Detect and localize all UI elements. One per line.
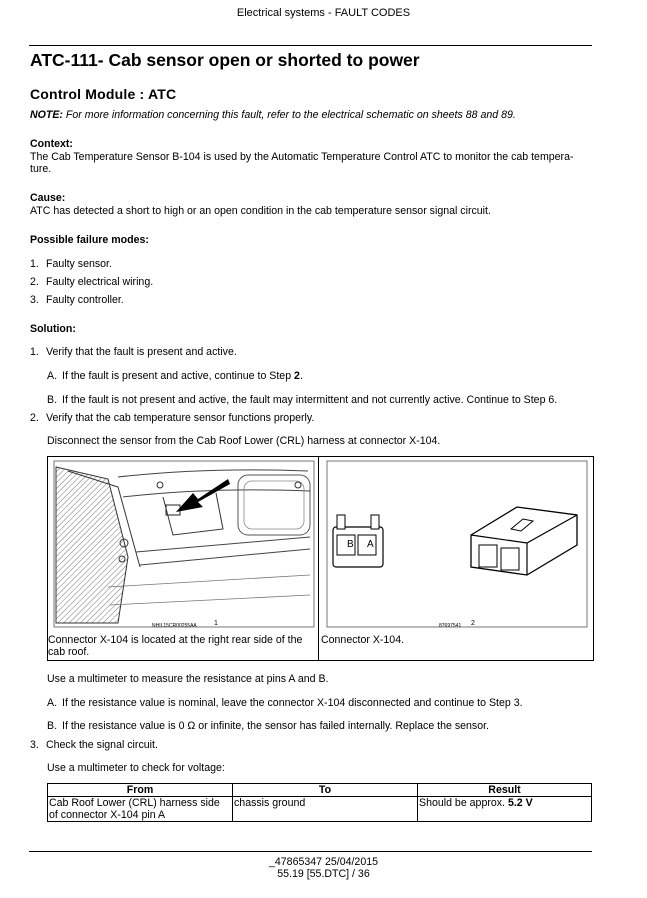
step-3: 3. Check the signal circuit. <box>30 739 158 751</box>
figure-1 <box>47 456 319 634</box>
column-header-from: From <box>48 784 233 797</box>
note <box>30 109 516 121</box>
figure-2-caption: Connector X-104. <box>321 634 405 646</box>
list-item: 3. Faulty controller. <box>30 294 124 306</box>
step-1-option-a: A. If the fault is present and active, continue to Step 2. <box>47 370 303 382</box>
figure-1-number: 1 <box>214 620 218 627</box>
cause-heading: Cause: <box>30 192 66 204</box>
footer-page-number: 55.19 [55.DTC] / 36 <box>277 868 370 880</box>
page-header: Electrical systems - FAULT CODES <box>236 7 411 19</box>
table-row <box>48 797 592 822</box>
footer-doc-id: _47865347 25/04/2015 <box>269 856 378 868</box>
cause-text: ATC has detected a short to high or an open condition in the cab temperature sensor signal circuit. <box>30 205 491 217</box>
step-2-option-a: A. If the resistance value is nominal, leave the connector X-104 disconnected and continue to Step 3. <box>47 697 523 709</box>
note-text: For more information concerning this fault, refer to the electrical schematic on sheets 88 and 89. <box>65 109 516 121</box>
voltage-check-table <box>47 783 592 822</box>
column-header-to: To <box>233 784 418 797</box>
step-2-multimeter-instruction: Use a multimeter to measure the resistance at pins A and B. <box>47 673 329 685</box>
cell-to: chassis ground <box>233 797 418 822</box>
figure-2-code: 87697541 <box>439 623 462 629</box>
context-heading: Context: <box>30 138 73 150</box>
step-3-instruction: Use a multimeter to check for voltage: <box>47 762 225 774</box>
table-header-row <box>48 784 592 797</box>
list-item: 1. Faulty sensor. <box>30 258 112 270</box>
figure-2 <box>318 456 594 634</box>
list-item: 2. Faulty electrical wiring. <box>30 276 154 288</box>
failure-modes-heading: Possible failure modes: <box>30 234 149 246</box>
connector-illustration <box>319 457 593 633</box>
step-2-option-b: B. If the resistance value is 0 Ω or infinite, the sensor has failed internally. Replace the sensor. <box>47 720 489 732</box>
page-title: ATC-111- Cab sensor open or shorted to power <box>30 50 420 70</box>
step-2-instruction: Disconnect the sensor from the Cab Roof Lower (CRL) harness at connector X-104. <box>47 435 441 447</box>
step-1: 1. Verify that the fault is present and active. <box>30 346 237 358</box>
figure-2-number: 2 <box>471 620 475 627</box>
header-rule <box>29 45 592 46</box>
column-header-result: Result <box>418 784 592 797</box>
cell-result: Should be approx. 5.2 V <box>418 797 592 822</box>
figure-1-code: NHIL15CR00255AA <box>152 623 197 629</box>
context-line1: The Cab Temperature Sensor B-104 is used by the Automatic Temperature Control ATC to monitor the cab tempera- <box>30 151 574 163</box>
step-1-option-b: B. If the fault is not present and active, the fault may intermittent and not currently active. Continue to Step 6. <box>47 394 558 406</box>
cab-roof-illustration <box>48 457 318 633</box>
context-line2: ture. <box>30 163 52 175</box>
footer-rule <box>29 851 592 852</box>
solution-heading: Solution: <box>30 323 76 335</box>
step-2: 2. Verify that the cab temperature sensor functions properly. <box>30 412 315 424</box>
pin-b-label: B <box>347 539 354 550</box>
pin-a-label: A <box>367 539 374 550</box>
note-label: NOTE: <box>30 109 63 121</box>
cell-from: Cab Roof Lower (CRL) harness side of connector X-104 pin A <box>48 797 233 822</box>
figure-1-caption: Connector X-104 is located at the right rear side of the cab roof. <box>48 634 303 658</box>
control-module-heading: Control Module : ATC <box>30 86 177 102</box>
